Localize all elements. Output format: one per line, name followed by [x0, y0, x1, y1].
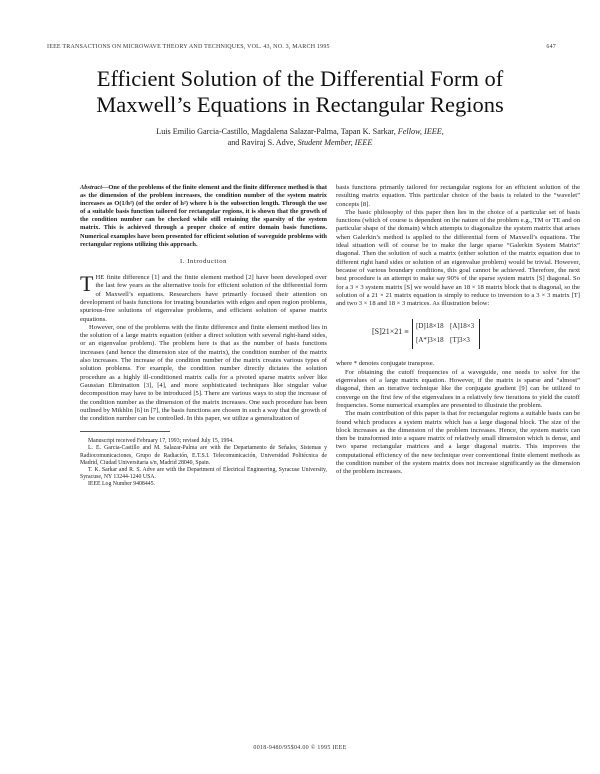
matrix-equation: [336, 314, 580, 354]
right-column: [336, 184, 580, 477]
abstract-text: One of the problems of the finite element and the finite difference method is that as the dimension of the problem increases, the condition number of the system matrix increases as O(1/h²) (of the order of h²) where h is the subsection length. Through the use of a suitable basis function tailored for rectangular regions, it is shown that the growth of the condition number can be checked while still retaining the sparsity of the system matrix. This is achieved through a proper choice of entire domain basis functions. Numerical examples have been presented for efficient solution of waveguide problems with rectangular regions utilizing this approach.: [80, 184, 327, 248]
abstract: [80, 184, 327, 249]
section-heading: I. Introduction: [179, 257, 228, 265]
right-paragraph-4: For obtaining the cutoff frequencies of a waveguide, one needs to solve for the eigenvalues of a large matrix equation. However, if the matrix is sparse and “almost” diagonal, then an iterative technique like the conjugate gradient [9] can be utilized to converge on the first few of the eigenvalues in a relatively few iterations to yield the cutoff frequencies. Some numerical examples are presented to illustrate the problem.: [336, 368, 580, 409]
footnote-received: Manuscript received February 17, 1993; revised July 15, 1994.: [88, 438, 234, 445]
title-line-1: Efficient Solution of the Differential Form of: [96, 66, 504, 91]
footnotes: [80, 438, 327, 488]
copyright-line: 0018-9480/95$04.00 © 1995 IEEE: [253, 745, 347, 751]
page-number: 647: [546, 44, 556, 50]
running-head: [47, 44, 556, 50]
equation-lhs: [S]21×21 ≡: [372, 327, 409, 337]
running-head-text: IEEE TRANSACTIONS ON MICROWAVE THEORY AND TECHNIQUES, VOL. 43, NO. 3, MARCH 1995: [47, 44, 330, 50]
footnote-affiliation-1: L. E. Garcia-Castillo and M. Salazar-Palma are with the Departamento de Señales, Sistemas y Radiocomunicaciones, Grupo de Radiación, E.T.S.I. Telecomunicación, Universidad Politécnica de Madrid, Ciudad Universitaria s/n, Madrid 28040, Spain.: [80, 445, 327, 466]
matrix-entry-12: [A]18×3: [450, 322, 475, 331]
authors-names-2: and Raviraj S. Adve,: [227, 138, 296, 147]
matrix-entry-21: [A*]3×18: [416, 336, 444, 345]
authors-line-1: [70, 126, 530, 137]
matrix-entry-22: [T]3×3: [450, 336, 470, 345]
right-paragraph-2: The basic philosophy of this paper then lies in the choice of a particular set of basis functions (which of course is dependent on the nature of the problem e.g., TM or TE and on particular shape of the domain) which attempts to diagonalize the system matrix that arises when Galerkin’s method is applied to the differential form of Maxwell’s equations. The ideal situation will of course be to make the large sparse “Galerkin System Matrix” diagonal. Then the solution of such a matrix (either solution of the matrix equation due to different right hand sides or solution of an eigenvalue problem) would be trivial. However, because of various boundary conditions, this goal cannot be achieved. Therefore, the next best procedure is an attempt to make say 90% of the sparse system matrix [S] diagonal. So for a 3 × 3 system matrix [S] we would have an 18 × 18 matrix block that is diagonal, so the solution of a 21 × 21 matrix equation is simply to reduce to inversion to a 3 × 3 matrix [T] and two 3 × 18 and 18 × 3 matrices. As illustration below:: [336, 208, 580, 308]
matrix-entry-11: [D]18×18: [416, 322, 444, 331]
footnote-affiliation-2: T. K. Sarkar and R. S. Adve are with the Department of Electrical Engineering, Syracuse University, Syracuse, NY 13244-1240 USA.: [80, 466, 327, 480]
footnote-rule: [80, 431, 170, 436]
authors-line-2: [70, 137, 530, 148]
footnote-log-number: IEEE Log Number 9408445.: [88, 480, 155, 487]
title-line-2: Maxwell’s Equations in Rectangular Regions: [96, 92, 504, 117]
paper-title: [40, 66, 560, 118]
intro-paragraph-1-text: HE finite difference [1] and the finite element method [2] have been developed over the last few years as the alternative tools for efficient solution of the differential form of Maxwell’s equations. Researchers have primarily focused their attention on development of basis functions for treating boundaries with edges and open region problems, spurious-free solutions of eigenvalue problems, and efficient solution of sparse matrix equations.: [80, 274, 327, 323]
authors-names-1: Luis Emilio Garcia-Castillo, Magdalena Salazar-Palma, Tapan K. Sarkar,: [156, 127, 396, 136]
author-block: [70, 126, 530, 148]
right-paragraph-3: where * denotes conjugate transpose.: [336, 360, 435, 368]
left-column: [80, 184, 327, 488]
right-paragraph-1: basis functions primarily tailored for rectangular regions for an efficient solution of the resulting matrix equation. This particular choice of the basis is related to the “wavelet” concepts [8].: [336, 184, 580, 208]
right-paragraph-5: The main contribution of this paper is that for rectangular regions a suitable basis can be found which produces a system matrix which has a large diagonal block. The size of the block increases as the dimension of the problem increases. Hence, the system matrix can then be transformed into a square matrix of relatively small dimension which is dense, and two sparse rectangular matrices and a large diagonal matrix. This improves the computational efficiency of the new technique over conventional finite element methods as the condition number of the system matrix does not increase significantly as the dimension of the problem increases.: [336, 410, 580, 476]
authors-role-2: Student Member, IEEE: [297, 138, 373, 147]
intro-paragraph-2: However, one of the problems with the finite difference and finite element method lies in the solution of a large matrix equation (either a direct solution with several right-hand sides, or an eigenvalue problem). The problem here is that as the number of basis functions increases (and hence the dimension size of the matrix), the condition number of the matrix also increases. The increase of the condition number of the matrix creates various types of solution problems. For example, the condition number directly dictates the solution procedure as a highly ill-conditioned matrix calls for a pivoted sparse matrix solver like Gaussian Elimination [3], [4], and more sophisticated techniques like singular value decomposition may have to be introduced [5]. There are various ways to stop the increase of the condition number as the dimension of the matrix increases. One such procedure has been outlined by Mikhlin [6] in [7], the basis functions are chosen in such a way that the growth of the condition number can be controlled. In this paper, we utilize a generalization of: [80, 323, 327, 423]
intro-paragraph-1: [80, 271, 327, 324]
authors-role-1: Fellow, IEEE,: [397, 127, 444, 136]
abstract-label: Abstract—: [80, 184, 109, 191]
drop-cap: T: [80, 271, 94, 297]
